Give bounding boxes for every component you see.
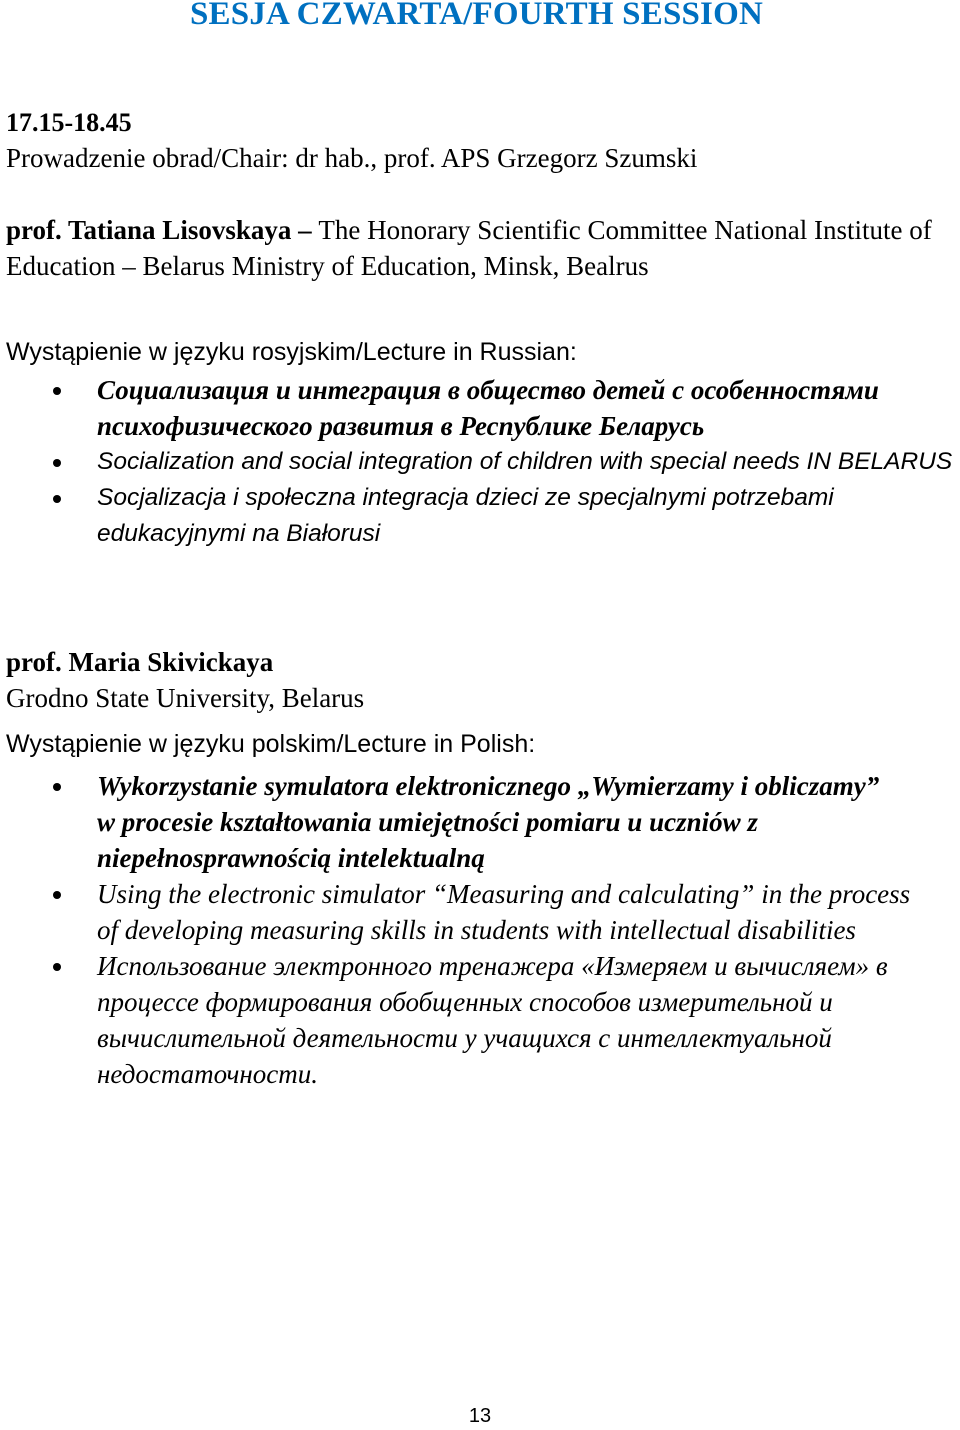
speaker-1-info — [6, 212, 958, 284]
speaker-1-name: prof. Tatiana Lisovskaya – — [6, 215, 319, 245]
bullet-icon — [53, 459, 61, 467]
lecture-title-english: Using the electronic simulator “Measuring and calculating” in the process of developing measuring skills in students with intellectual disabilities — [97, 879, 911, 945]
lecture-title-english: Socialization and social integration of children with special needs IN BELARUS — [97, 448, 953, 475]
list-item — [0, 480, 960, 552]
list-item — [0, 768, 960, 876]
lecture-title-polish: Socjalizacja i społeczna integracja dzieci ze specjalnymi potrzebami edukacyjnymi na Białorusi — [97, 484, 834, 547]
list-item — [0, 948, 960, 1092]
session-time: 17.15-18.45 — [6, 108, 132, 137]
bullet-icon — [53, 387, 61, 395]
speaker-2-titles — [0, 768, 960, 1092]
lecture-title-russian: Использование электронного тренажера «Измеряем и вычисляем» в процессе формирования обобщенных способов измерительной и вычислительной деятельности у учащихся с интеллектуальной недостаточности. — [97, 951, 888, 1089]
speaker-1-lecture-language: Wystąpienie w języku rosyjskim/Lecture in Russian: — [6, 338, 577, 366]
session-chair: Prowadzenie obrad/Chair: dr hab., prof. APS Grzegorz Szumski — [6, 143, 698, 173]
bullet-icon — [53, 783, 61, 791]
bullet-icon — [53, 963, 61, 971]
bullet-icon — [53, 891, 61, 899]
list-item — [0, 444, 960, 480]
speaker-2-lecture-language: Wystąpienie w języku polskim/Lecture in Polish: — [6, 730, 536, 758]
speaker-2-info — [6, 644, 958, 716]
page-number: 13 — [468, 1405, 492, 1427]
list-item — [0, 876, 960, 948]
bullet-icon — [53, 495, 61, 503]
speaker-1-titles — [0, 372, 960, 552]
list-item — [0, 372, 960, 444]
lecture-title-polish: Wykorzystanie symulatora elektronicznego „Wymierzamy i obliczamy” w procesie kształtowania umiejętności pomiaru u uczniów z niepełnosprawnością intelektualną — [97, 771, 880, 873]
lecture-title-russian: Социализация и интеграция в общество детей с особенностями психофизического развития в Республике Беларусь — [97, 375, 879, 441]
session-heading: SESJA CZWARTA/FOURTH SESSION — [190, 0, 763, 32]
speaker-2-name: prof. Maria Skivickaya — [6, 647, 274, 677]
speaker-1-role: The Honorary Scientific Committee National Institute of Education – Belarus Ministry of Education, Minsk, Bealrus — [6, 215, 932, 281]
speaker-2-affiliation: Grodno State University, Belarus — [6, 683, 365, 713]
